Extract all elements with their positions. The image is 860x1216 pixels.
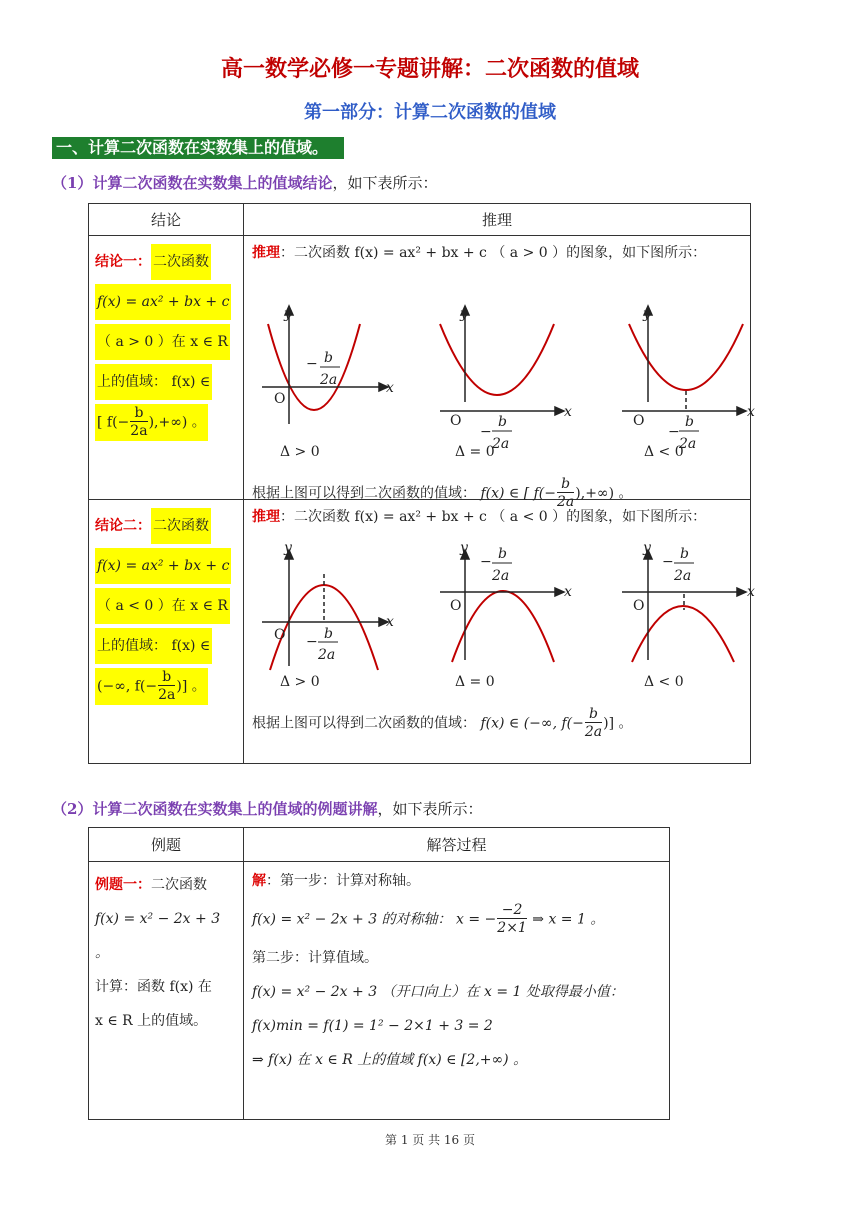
example-table (88, 827, 670, 1120)
delta-label-1: Δ > 0 (280, 444, 320, 460)
svg-text:2a: 2a (492, 568, 510, 584)
svg-text:b: b (324, 626, 333, 642)
delta-label-3: Δ < 0 (644, 674, 684, 690)
svg-text:2a: 2a (674, 568, 692, 584)
solution-cell: 解：第一步：计算对称轴。 f(x) = x² − 2x + 3 的对称轴： x = − $\frac{-2}{2\times 1}$ ⇒ x = 1 。 第二步：计算值域。 f(x) = x² − 2x + 3 （开口向上）在 x = 1 处取得最小值： f(x)min = f(1) = 1² − 2×1 + 3 = 2 ⇒ f(x) 在 x ∈ R 上的值域 f(x) ∈ [2,+∞) 。 (244, 862, 670, 1120)
parabola-delta-zero (452, 591, 554, 662)
axis-x-label: x (386, 380, 394, 396)
svg-text:−: − (306, 634, 318, 650)
page-subtitle: 第一部分：计算二次函数的值域 (304, 102, 556, 123)
svg-text:x: x (386, 614, 394, 630)
conclusion-one-cell: 结论一： 二次函数 f(x) = ax² + bx + c （ a > 0 ）在 x ∈ R 上的值域： f(x) ∈ [ f(− $\frac{b}{2a}$ ),+∞) 。 (89, 236, 244, 500)
parabola-delta-zero (440, 324, 554, 395)
reasoning-one-cell: 推理：二次函数 f(x) = ax² + bx + c （ a > 0 ）的图象，如下图所示： y x O − b 2a y x O − b 2a y x O − b 2a Δ > 0 Δ = 0 Δ < 0 根据上图可以得到二次函数的值域： f(x) ∈ [ f(− $\frac{b}{2a}$ ),+∞) 。 (244, 236, 751, 500)
svg-text:x: x (747, 404, 755, 420)
svg-text:y: y (460, 540, 468, 556)
svg-text:y: y (643, 540, 651, 556)
svg-text:−: − (480, 554, 492, 570)
svg-text:2a: 2a (492, 436, 510, 452)
conclusion-one-text: 根据上图可以得到二次函数的值域： f(x) ∈ [ f(− $\frac{b}{2a}$ ),+∞) 。 (252, 476, 633, 510)
svg-text:b: b (498, 414, 507, 430)
part2-heading: （2）计算二次函数在实数集上的值域的例题讲解，如下表所示： (52, 800, 483, 818)
svg-text:x: x (747, 584, 755, 600)
svg-text:2a: 2a (320, 372, 338, 388)
delta-label-3: Δ < 0 (644, 444, 684, 460)
svg-text:O: O (450, 413, 462, 429)
reasoning-two-cell: 推理：二次函数 f(x) = ax² + bx + c （ a < 0 ）的图象，如下图所示： y x O − b 2a y x O − b 2a y x O − b 2a Δ > 0 Δ = 0 Δ < 0 根据上图可以得到二次函数的值域： f(x) ∈ (−∞, f(− $\frac{b}{2a}$ )] 。 (244, 500, 751, 764)
delta-label-2: Δ = 0 (455, 674, 495, 690)
conclusion-two-cell: 结论二： 二次函数 f(x) = ax² + bx + c （ a < 0 ）在 x ∈ R 上的值域： f(x) ∈ (−∞, f(− $\frac{b}{2a}$ )] 。 (89, 500, 244, 764)
svg-text:−: − (480, 424, 492, 440)
svg-text:O: O (450, 598, 462, 614)
table2-header-example: 例题 (89, 828, 244, 862)
delta-label-2: Δ = 0 (455, 444, 495, 460)
svg-text:b: b (498, 546, 507, 562)
svg-text:2a: 2a (318, 647, 336, 663)
svg-text:−: − (306, 356, 318, 372)
svg-text:O: O (274, 627, 286, 643)
table1-header-conclusion: 结论 (89, 204, 244, 236)
parabola-delta-negative (629, 324, 743, 390)
part1-heading: （1）计算二次函数在实数集上的值域结论，如下表所示： (52, 174, 438, 192)
svg-text:O: O (633, 413, 645, 429)
svg-text:y: y (460, 306, 468, 322)
svg-text:y: y (284, 540, 292, 556)
conclusion-two-text: 根据上图可以得到二次函数的值域： f(x) ∈ (−∞, f(− $\frac{b}{2a}$ )] 。 (252, 706, 633, 740)
conclusion-table (88, 203, 755, 764)
svg-text:−: − (662, 554, 674, 570)
svg-text:O: O (633, 598, 645, 614)
axis-y-label: y (284, 306, 292, 322)
svg-text:2a: 2a (679, 436, 697, 452)
page-footer: 第 1 页 共 16 页 (385, 1133, 475, 1147)
table2-header-solution: 解答过程 (244, 828, 670, 862)
table1-header-reasoning: 推理 (244, 204, 751, 236)
svg-text:−: − (668, 424, 680, 440)
page-title: 高一数学必修一专题讲解：二次函数的值域 (220, 56, 639, 82)
delta-label-1: Δ > 0 (280, 674, 320, 690)
svg-text:y: y (643, 306, 651, 322)
origin-label: O (274, 391, 286, 407)
svg-text:x: x (564, 584, 572, 600)
svg-text:x: x (564, 404, 572, 420)
svg-text:b: b (685, 414, 694, 430)
svg-text:b: b (680, 546, 689, 562)
example-one-cell: 例题一：二次函数 f(x) = x² − 2x + 3 。 计算：函数 f(x) 在 x ∈ R 上的值域。 (89, 862, 244, 1120)
section-heading: 一、计算二次函数在实数集上的值域。 (52, 137, 344, 159)
svg-text:b: b (324, 350, 333, 366)
